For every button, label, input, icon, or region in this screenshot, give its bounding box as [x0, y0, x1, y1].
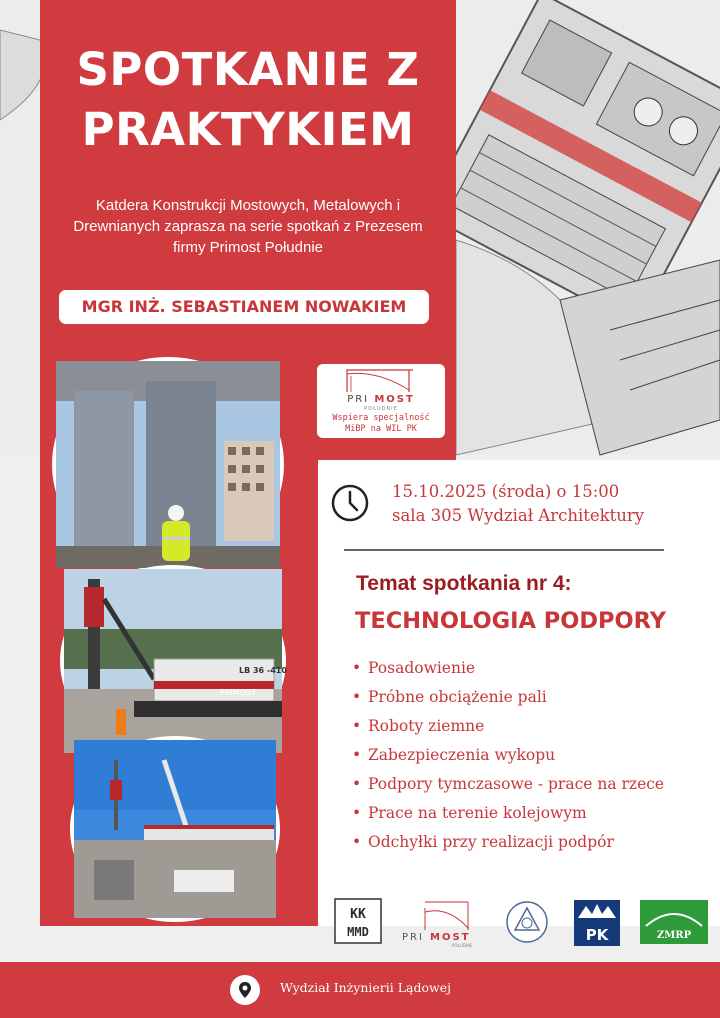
- poster-title: SPOTKANIE Z PRAKTYKIEM: [76, 43, 420, 156]
- svg-text:ZMRP: ZMRP: [656, 930, 692, 941]
- sponsor-logo-subtitle: POŁUDNIE: [364, 406, 398, 412]
- svg-text:MOST: MOST: [430, 932, 471, 943]
- topic-title: TECHNOLOGIA PODPORY: [355, 608, 667, 634]
- list-item: • Posadowienie: [352, 654, 712, 683]
- list-item: • Prace na terenie kolejowym: [352, 799, 712, 828]
- list-item: • Próbne obciążenie pali: [352, 683, 712, 712]
- event-datetime: [392, 480, 712, 528]
- primost-bridge-logo-icon: [317, 364, 445, 394]
- svg-text:POŁUDNIE: POŁUDNIE: [452, 943, 473, 948]
- list-item: • Zabezpieczenia wykopu: [352, 741, 712, 770]
- list-item: • Podpory tymczasowe - prace na rzece: [352, 770, 712, 799]
- poster-intro: Katdera Konstrukcji Mostowych, Metalowych i Drewnianych zaprasza na serie spotkań z Prezesem firmy Primost Południe: [73, 197, 423, 256]
- partner-logos: [330, 896, 715, 951]
- divider: [344, 549, 664, 551]
- topic-list: [352, 654, 712, 857]
- sponsor-card: [317, 364, 445, 438]
- sponsor-logo-text: PRI MOST: [347, 394, 415, 405]
- svg-text:PK: PK: [585, 926, 609, 944]
- footer-location: Wydział Inżynierii Lądowej: [280, 980, 451, 995]
- event-date: 15.10.2025 (środa) o 15:00: [392, 482, 620, 501]
- primost-logo: [402, 902, 473, 948]
- photo-crane: [70, 736, 280, 922]
- topic-heading: Temat spotkania nr 4:: [356, 572, 572, 595]
- svg-text:KK: KK: [350, 907, 366, 922]
- list-item: • Odchyłki przy realizacji podpór: [352, 828, 712, 857]
- svg-text:MMD: MMD: [347, 925, 369, 939]
- sponsor-note: Wspiera specjalność MiBP na WIL PK: [332, 413, 430, 434]
- rig-brand-label: PRIMOST: [220, 688, 256, 697]
- photo-bridge-pier: [52, 357, 284, 572]
- photo-pile-rig: [60, 565, 286, 757]
- kkmmd-logo: [335, 899, 381, 943]
- rig-model-label: LB 36 -410: [239, 666, 287, 675]
- pk-logo: [574, 900, 620, 946]
- speaker-badge: MGR INŻ. SEBASTIANEM NOWAKIEM: [59, 290, 429, 324]
- zmrp-logo: [640, 900, 708, 944]
- list-item: • Roboty ziemne: [352, 712, 712, 741]
- map-pin-icon: [230, 975, 260, 1005]
- svg-text:PRI: PRI: [402, 932, 424, 943]
- university-crest-logo: [507, 902, 547, 942]
- clock-icon: [330, 483, 370, 523]
- event-place: sala 305 Wydział Architektury: [392, 506, 645, 525]
